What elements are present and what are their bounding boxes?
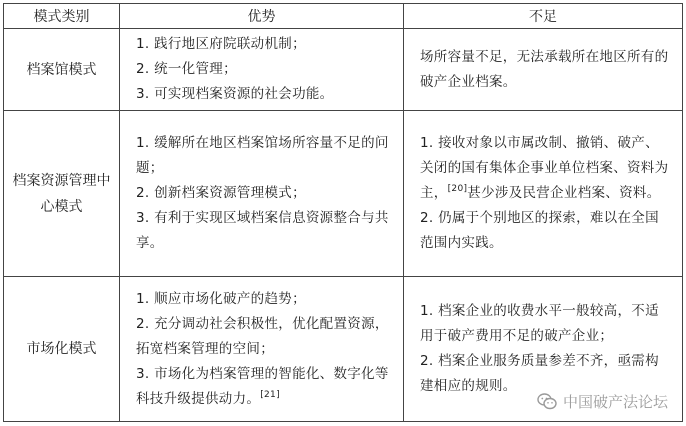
table-row [4,111,683,277]
mode-cell: 市场化模式 [4,277,120,422]
advantage-item: 1. 顺应市场化破产的趋势； [136,290,306,307]
disadvantage-item: 2. 档案企业服务质量参差不齐，亟需构建相应的规则。 [420,353,659,394]
disadvantage-text: 1. 接收对象以市属改制、撤销、破产、关闭的国有集体企事业单位档案、资料为主， [420,135,669,201]
comparison-table [3,3,683,422]
wechat-icon [537,393,557,410]
citation-ref: [20] [447,184,468,194]
disadvantage-item: 2. 仍属于个别地区的探索，难以在全国范围内实践。 [420,210,659,251]
header-disadvantages: 不足 [404,4,683,29]
mode-cell: 档案资源管理中心模式 [4,111,120,277]
advantages-cell [120,29,404,111]
advantage-item: 2. 充分调动社会积极性，优化配置资源，拓宽档案管理的空间； [136,315,389,357]
disadvantage-text: 甚少涉及民营企业档案、资料。 [467,185,661,201]
advantage-item: 1. 缓解所在地区档案馆场所容量不足的问题； [136,135,389,176]
disadvantage-item: 1. 档案企业的收费水平一般较高，不适用于破产费用不足的破产企业； [420,303,659,344]
disadvantages-cell [404,111,683,277]
advantage-item: 3. 有利于实现区域档案信息资源整合与共享。 [136,210,389,251]
disadvantage-item: 场所容量不足，无法承载所在地区所有的破产企业档案。 [420,48,669,90]
advantages-cell [120,277,404,422]
watermark [533,389,672,414]
watermark-text: 中国破产法论坛 [562,393,668,411]
advantage-text: 3. 市场化为档案管理的智能化、数字化等科技升级提供动力。 [136,365,389,407]
header-mode: 模式类别 [4,4,120,29]
citation-ref: [21] [260,389,280,400]
advantage-item: 3. 可实现档案资源的社会功能。 [136,86,334,102]
advantage-item: 2. 创新档案资源管理模式； [136,185,306,201]
header-row [4,4,683,29]
disadvantages-cell [404,29,683,111]
advantage-item: 2. 统一化管理； [136,61,237,77]
advantages-cell [120,111,404,277]
header-advantages: 优势 [120,4,404,29]
disadvantage-item [420,131,672,206]
mode-cell: 档案馆模式 [4,29,120,111]
advantage-item: 1. 践行地区府院联动机制； [136,36,306,52]
table-row [4,29,683,111]
advantage-item [136,362,393,412]
